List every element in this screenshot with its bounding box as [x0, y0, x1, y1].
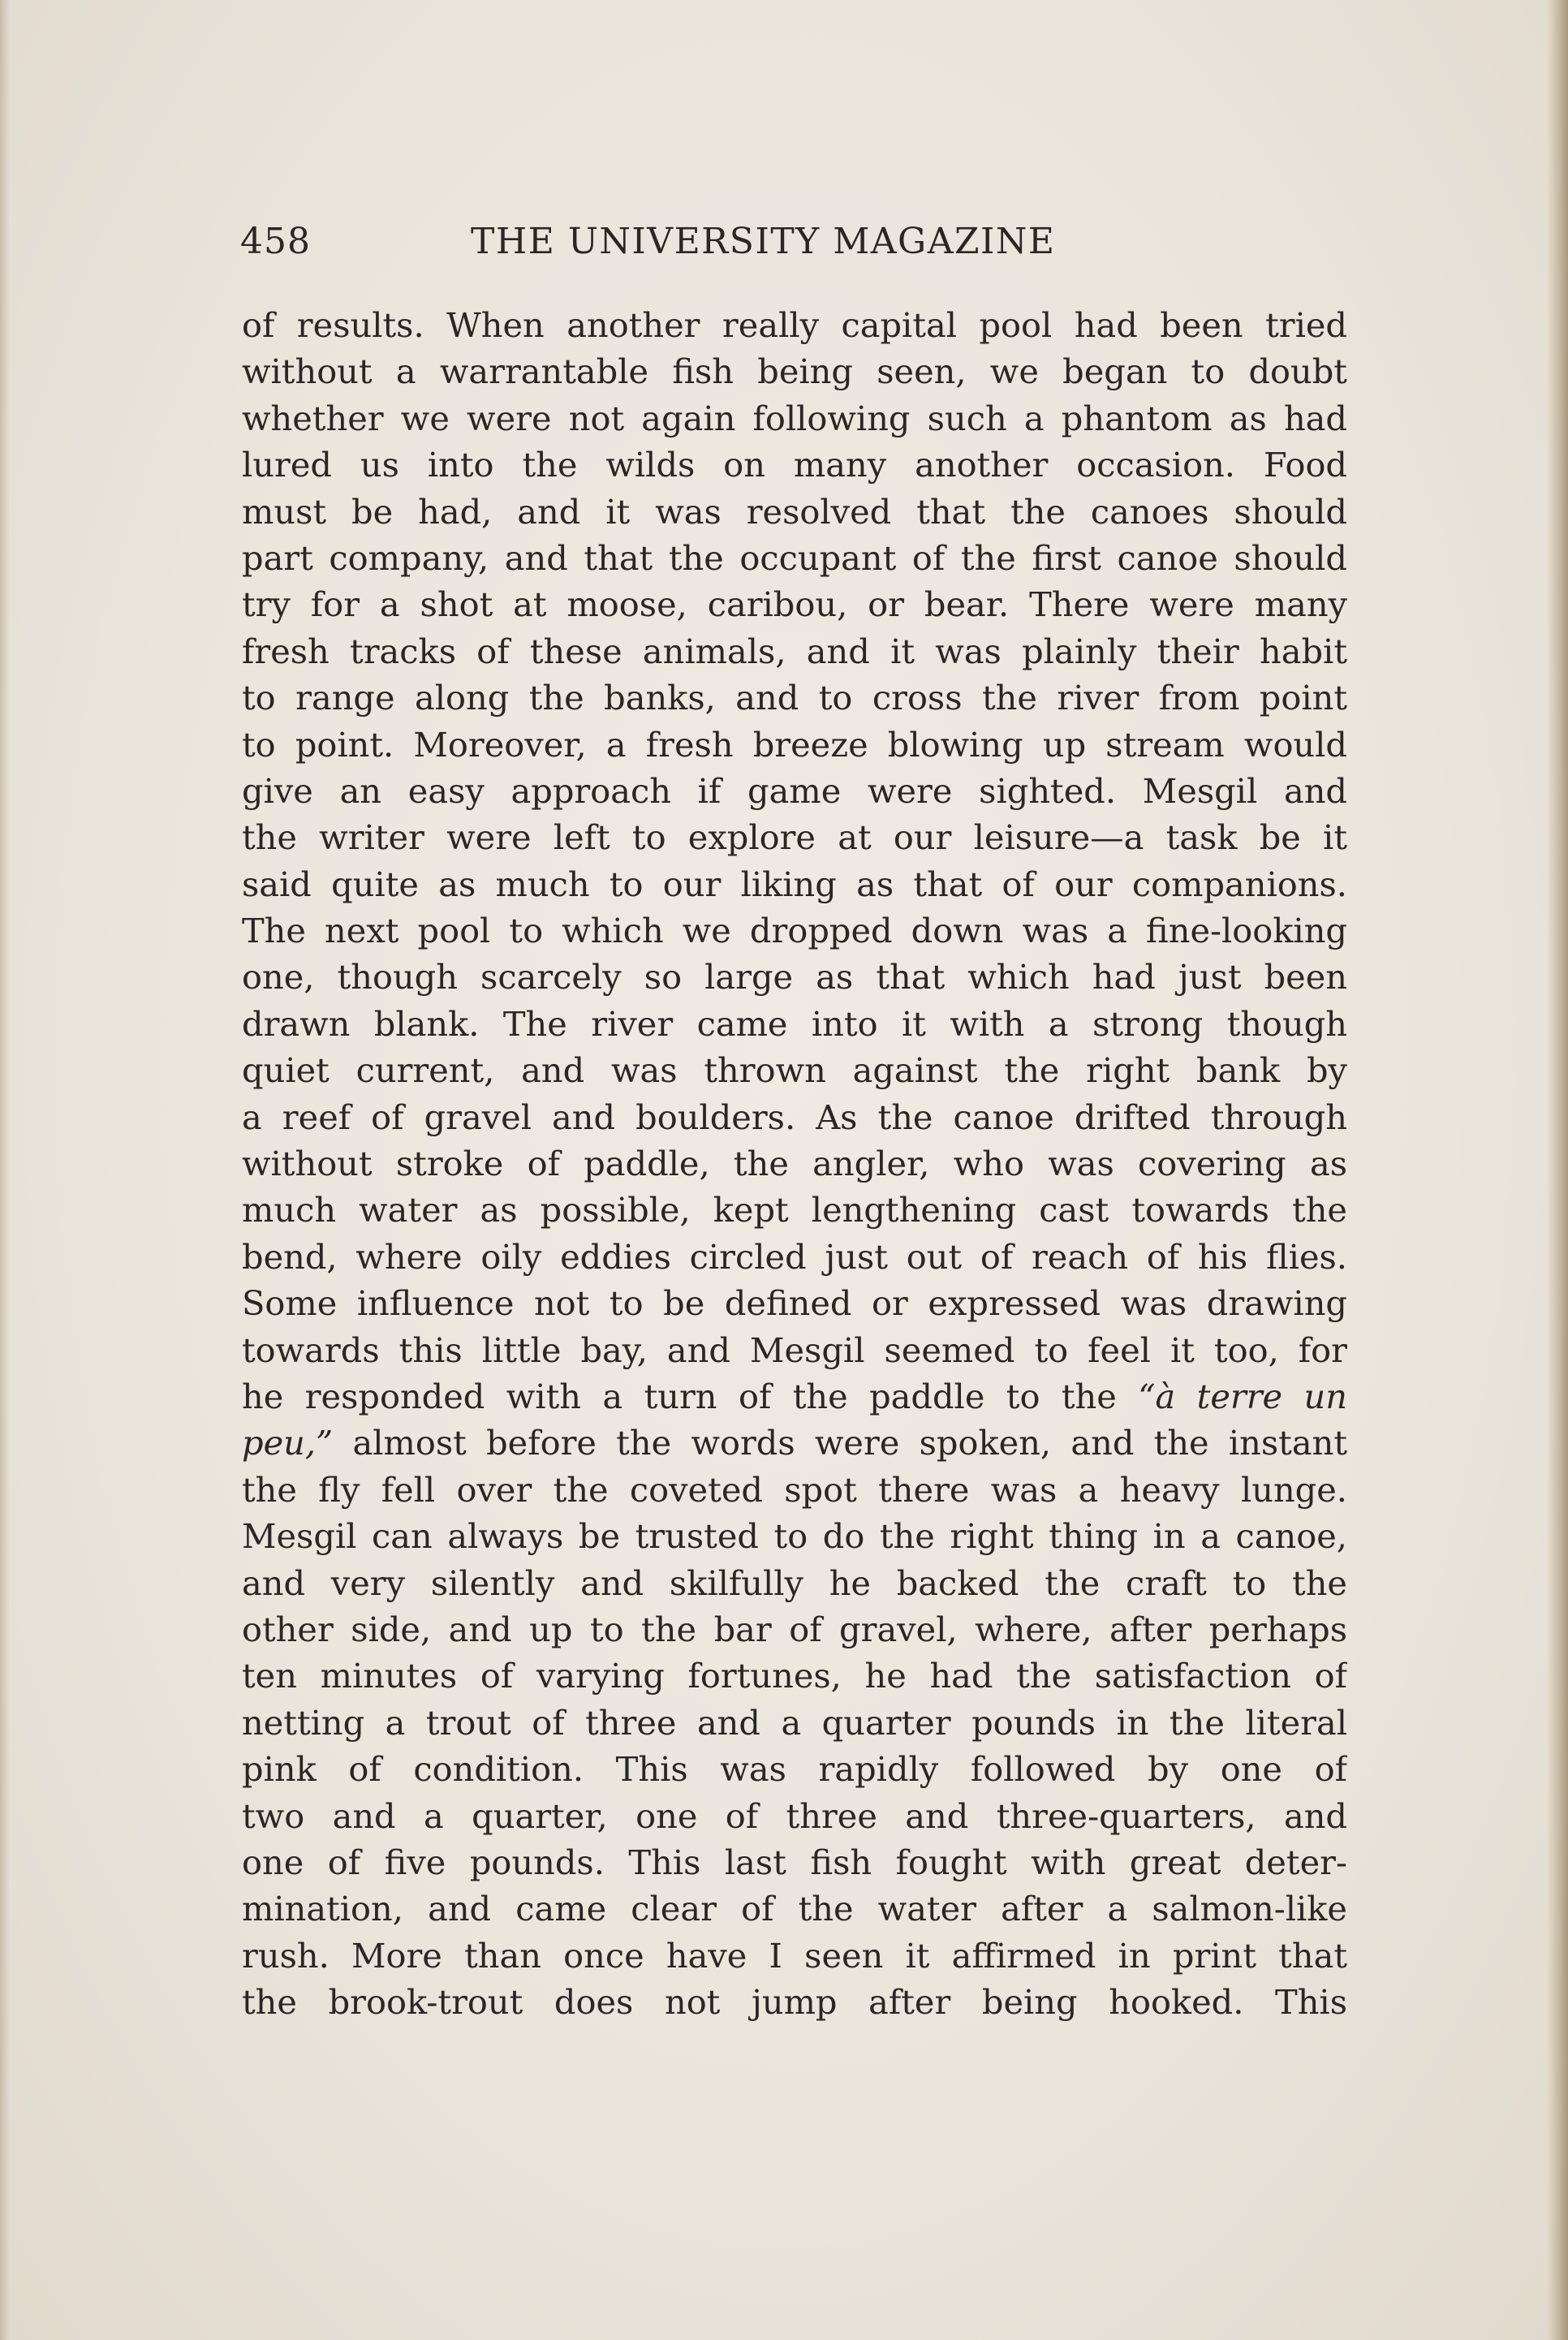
page-number: 458 — [240, 221, 311, 262]
text-line: a reef of gravel and boulders. As the canoe drifted through — [242, 1097, 1347, 1137]
body-text — [242, 302, 1347, 2025]
text-line: Some influence not to be defined or expressed was drawing — [242, 1283, 1347, 1324]
text-line: pink of condition. This was rapidly followed by one of — [242, 1749, 1347, 1790]
text-line: the fly fell over the coveted spot there was a heavy lunge. — [242, 1469, 1347, 1510]
text-line: try for a shot at moose, caribou, or bear. There were many — [242, 584, 1347, 625]
italic-phrase: “à terre un — [1138, 1376, 1347, 1416]
text-line: quiet current, and was thrown against the right bank by — [242, 1050, 1347, 1091]
text-line: to point. Moreover, a fresh breeze blowing up stream would — [242, 724, 1347, 765]
italic-phrase: peu,” — [242, 1423, 334, 1463]
text-line: part company, and that the occupant of the first canoe should — [242, 537, 1347, 578]
text-line: much water as possible, kept lengthening cast towards the — [242, 1190, 1347, 1230]
text-line: other side, and up to the bar of gravel, where, after perhaps — [242, 1609, 1347, 1649]
text-line: must be had, and it was resolved that the canoes should — [242, 491, 1347, 532]
text-line: one, though scarcely so large as that which had just been — [242, 957, 1347, 998]
text-line: give an easy approach if game were sighted. Mesgil and — [242, 770, 1347, 811]
text-line-with-italic — [242, 1373, 1347, 1420]
text-line: two and a quarter, one of three and three-quarters, and — [242, 1795, 1347, 1836]
text-line: the writer were left to explore at our leisure—a task be it — [242, 817, 1347, 858]
text-line: mination, and came clear of the water after a salmon-like — [242, 1889, 1347, 1929]
text-line: whether we were not again following such a phantom as had — [242, 398, 1347, 438]
text-line: without a warrantable fish being seen, we began to doubt — [242, 351, 1347, 392]
text-line: said quite as much to our liking as that of our companions. — [242, 864, 1347, 904]
page-right-edge-shadow — [1547, 0, 1568, 2340]
text-line: fresh tracks of these animals, and it was plainly their habit — [242, 631, 1347, 671]
text-line: of results. When another really capital pool had been tried — [242, 305, 1347, 345]
text-fragment: he responded with a turn of the paddle to the — [242, 1376, 1117, 1416]
text-line: to range along the banks, and to cross the river from point — [242, 678, 1347, 718]
text-line: rush. More than once have I seen it affirmed in print that — [242, 1935, 1347, 1976]
text-line: Mesgil can always be trusted to do the right thing in a canoe, — [242, 1516, 1347, 1557]
text-line: netting a trout of three and a quarter pounds in the literal — [242, 1702, 1347, 1743]
text-fragment: almost before the words were spoken, and the instant — [352, 1423, 1347, 1463]
page-header — [240, 221, 1352, 269]
running-head: THE UNIVERSITY MAGAZINE — [471, 221, 1056, 262]
text-line: and very silently and skilfully he backed the craft to the — [242, 1562, 1347, 1603]
page-left-edge-shadow — [0, 0, 10, 2340]
text-line: one of five pounds. This last fish fought with great deter- — [242, 1842, 1347, 1882]
text-line: without stroke of paddle, the angler, who was covering as — [242, 1144, 1347, 1184]
text-line: The next pool to which we dropped down was a fine-looking — [242, 911, 1347, 951]
text-line: bend, where oily eddies circled just out of reach of his flies. — [242, 1236, 1347, 1277]
text-line: lured us into the wilds on many another occasion. Food — [242, 445, 1347, 485]
text-line-with-italic — [242, 1420, 1347, 1466]
text-line: ten minutes of varying fortunes, he had the satisfaction of — [242, 1656, 1347, 1696]
text-line: drawn blank. The river came into it with a strong though — [242, 1003, 1347, 1044]
text-line: the brook-trout does not jump after being hooked. This — [242, 1982, 1347, 2023]
text-line: towards this little bay, and Mesgil seemed to feel it too, for — [242, 1329, 1347, 1370]
